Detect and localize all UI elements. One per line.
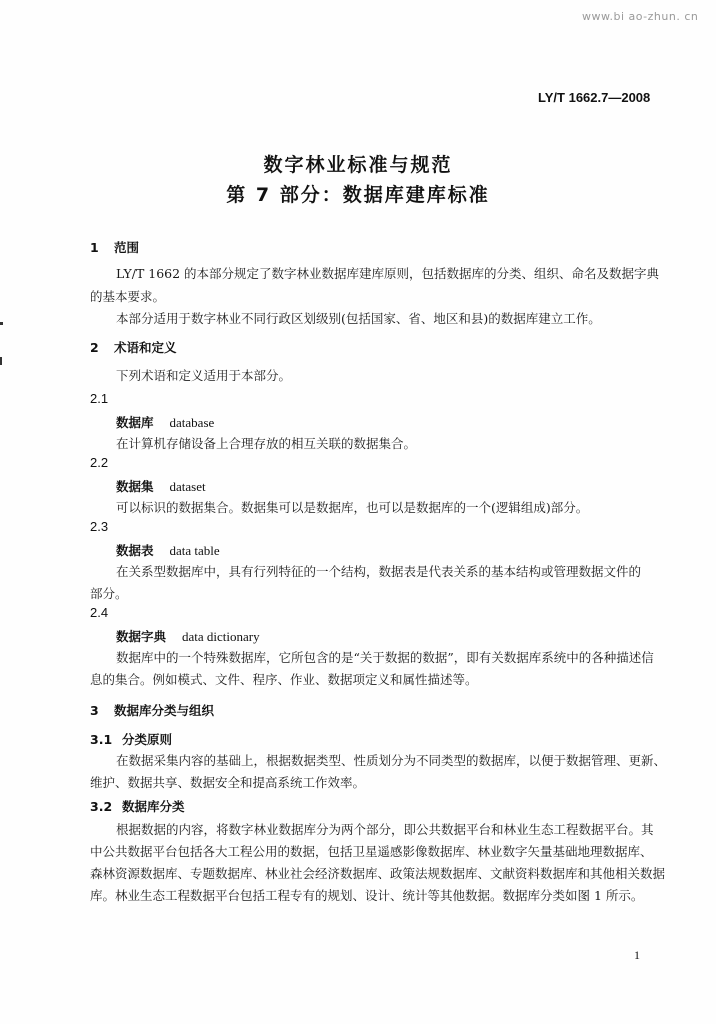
term-definition: 数据库中的一个特殊数据库，它所包含的是“关于数据的数据”，即有关数据库系统中的各种描述信 [116, 650, 654, 665]
section-number: 1 [90, 240, 99, 255]
term-zh: 数据字典 [116, 629, 167, 644]
term-zh: 数据集 [116, 479, 154, 494]
page-number: 1 [634, 948, 640, 962]
section-title: 术语和定义 [114, 340, 177, 355]
term-zh: 数据库 [116, 415, 154, 430]
term-en: dataset [169, 479, 206, 494]
paragraph-line: 下列术语和定义适用于本部分。 [116, 368, 292, 383]
subsection-title: 分类原则 [122, 732, 173, 747]
clause-number: 2.1 [90, 391, 109, 406]
paragraph-line: 维护、数据共享、数据安全和提高系统工作效率。 [90, 775, 366, 790]
section-1-heading [90, 238, 139, 256]
term-en: data dictionary [182, 629, 260, 644]
subsection-title: 数据库分类 [122, 799, 185, 814]
term-definition: 在计算机存储设备上合理存放的相互关联的数据集合。 [116, 436, 417, 451]
subsection-number: 3.2 [90, 799, 113, 814]
document-number: LY/T 1662.7—2008 [538, 90, 651, 105]
term-en: data table [169, 543, 220, 558]
paragraph-line: 中公共数据平台包括各大工程公用的数据，包括卫星遥感影像数据库、林业数字矢量基础地理数据库、 [90, 844, 653, 859]
term-definition: 在关系型数据库中，具有行列特征的一个结构，数据表是代表关系的基本结构或管理数据文件的 [116, 564, 642, 579]
subsection-3-2-heading [90, 797, 185, 815]
paragraph-line: 根据数据的内容，将数字林业数据库分为两个部分，即公共数据平台和林业生态工程数据平台。其 [116, 822, 654, 837]
term-definition: 可以标识的数据集合。数据集可以是数据库，也可以是数据库的一个(逻辑组成)部分。 [116, 500, 589, 515]
section-number: 3 [90, 703, 99, 718]
section-2-heading [90, 338, 177, 356]
clause-number: 2.4 [90, 605, 109, 620]
scan-mark [0, 357, 2, 365]
section-title: 范围 [114, 240, 140, 255]
term-entry [116, 477, 206, 495]
subsection-3-1-heading [90, 730, 172, 748]
section-number: 2 [90, 340, 99, 355]
title-line-1: 数字林业标准与规范 [263, 154, 453, 176]
term-en: database [169, 415, 215, 430]
paragraph-line: 的基本要求。 [90, 289, 166, 304]
subsection-number: 3.1 [90, 732, 113, 747]
paragraph-line: 库。林业生态工程数据平台包括工程专有的规划、设计、统计等其他数据。数据库分类如图 1 所示。 [90, 888, 644, 903]
section-title: 数据库分类与组织 [114, 703, 215, 718]
term-entry [116, 541, 220, 559]
paragraph-line: 本部分适用于数字林业不同行政区划级别(包括国家、省、地区和县)的数据库建立工作。 [116, 311, 601, 326]
scan-mark [0, 322, 3, 325]
title-line-2: 第 7 部分：数据库建库标准 [226, 184, 490, 206]
paragraph-line: 在数据采集内容的基础上，根据数据类型、性质划分为不同类型的数据库，以便于数据管理、更新、 [116, 753, 667, 768]
clause-number: 2.2 [90, 455, 109, 470]
term-definition: 息的集合。例如模式、文件、程序、作业、数据项定义和属性描述等。 [90, 672, 478, 687]
term-entry [116, 413, 214, 431]
paragraph-line: 森林资源数据库、专题数据库、林业社会经济数据库、政策法规数据库、文献资料数据库和其他相关数据 [90, 866, 666, 881]
clause-number: 2.3 [90, 519, 109, 534]
term-definition: 部分。 [90, 586, 128, 601]
paragraph-line: LY/T 1662 的本部分规定了数字林业数据库建库原则，包括数据库的分类、组织、命名及数据字典 [116, 266, 660, 281]
section-3-heading [90, 701, 214, 719]
watermark: www.bi ao-zhun. cn [582, 10, 699, 23]
term-zh: 数据表 [116, 543, 154, 558]
term-entry [116, 627, 260, 645]
